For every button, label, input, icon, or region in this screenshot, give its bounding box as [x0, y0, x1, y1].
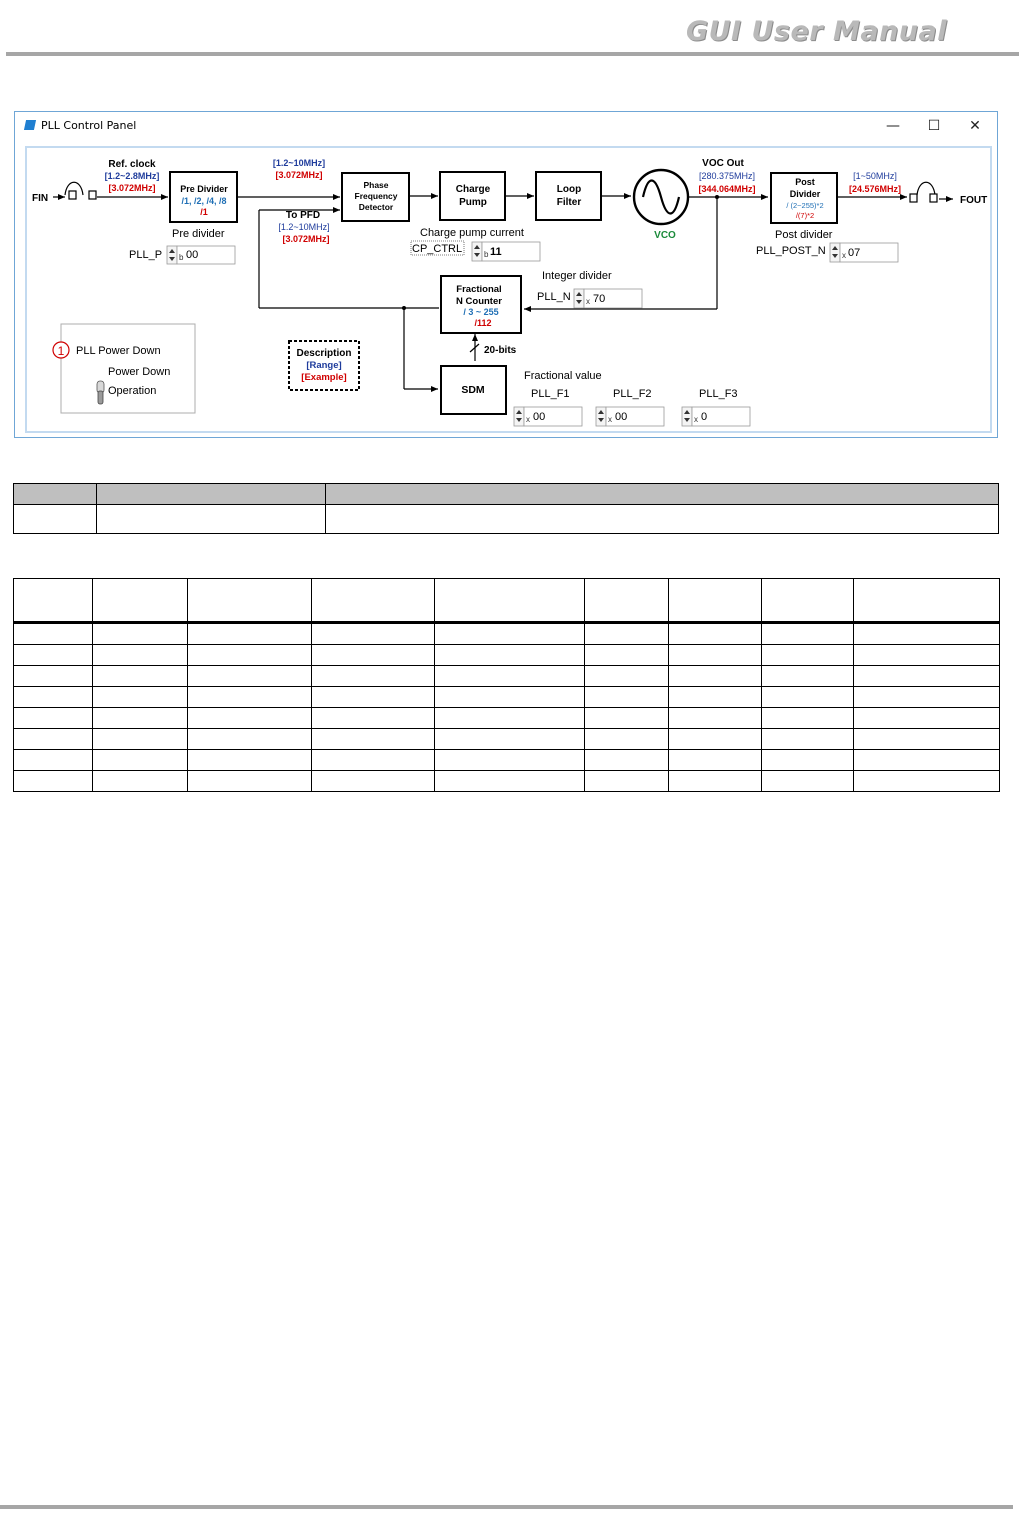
fout-connector-icon [917, 182, 935, 195]
cp-ctrl-value: 11 [490, 246, 502, 258]
fout-label: FOUT [960, 195, 988, 206]
frac-range: / 3 ~ 255 [463, 307, 499, 317]
pll-f2-spinner[interactable] [596, 407, 606, 426]
pfd-line1: Phase [363, 180, 389, 190]
pll-block-panel [25, 146, 992, 433]
power-down-option[interactable]: Power Down [108, 366, 171, 378]
manual-title: GUI User Manual [685, 16, 947, 47]
vco-out-title: VOC Out [702, 158, 744, 169]
cp-line2: Pump [459, 197, 487, 208]
pll-f3-label: PLL_F3 [699, 388, 738, 400]
pfd-line3: Detector [358, 202, 394, 212]
footer-rule [0, 1505, 1013, 1509]
fout-example: [24.576MHz] [848, 184, 902, 194]
pre-divider-example: /1 [200, 207, 208, 217]
callout-number: 1 [57, 344, 65, 358]
postdiv-line2: Divider [789, 189, 821, 199]
pll-post-n-prefix: x [842, 251, 846, 260]
pll-f3-spinner[interactable] [682, 407, 692, 426]
pre-out-range: [1.2~10MHz] [272, 158, 326, 168]
description-table [13, 483, 999, 534]
charge-pump-caption: Charge pump current [420, 227, 524, 239]
pll-f2-value: 00 [615, 411, 628, 423]
frac-example: /112 [474, 318, 492, 328]
table-header-row [14, 579, 1000, 623]
table-row [14, 623, 1000, 645]
to-pfd-title: To PFD [285, 210, 321, 221]
pll-p-prefix: b [179, 253, 184, 262]
pre-divider-range: /1, /2, /4, /8 [181, 196, 227, 206]
table-row [14, 687, 1000, 708]
cp-ctrl-spinner[interactable] [472, 242, 482, 261]
vco-label: VCO [654, 230, 676, 241]
legend-range: [Range] [306, 360, 342, 371]
pll-post-n-value: 07 [848, 247, 861, 259]
pll-f1-prefix: x [526, 415, 530, 424]
app-icon [24, 120, 36, 130]
fractional-caption: Fractional value [524, 370, 602, 382]
fin-label: FIN [32, 193, 49, 204]
sdm-label: SDM [461, 384, 485, 396]
window-title: PLL Control Panel [41, 119, 137, 132]
pll-control-window [14, 111, 998, 438]
postdiv-range: / (2~255)*2 [786, 201, 824, 210]
fin-plug-right-icon [89, 191, 96, 199]
table-row [14, 750, 1000, 771]
frac-line1: Fractional [456, 284, 502, 295]
legend-example: [Example] [301, 372, 347, 383]
pll-n-spinner[interactable] [574, 289, 584, 308]
vco-out-range: [280.375MHz] [698, 171, 756, 181]
pll-f3-value: 0 [701, 411, 708, 423]
pll-p-label: PLL_P [129, 249, 163, 261]
bits-label: 20-bits [484, 345, 517, 356]
power-toggle-switch[interactable] [97, 381, 104, 404]
lf-line2: Filter [556, 197, 582, 208]
pll-n-prefix: x [586, 297, 590, 306]
table-row [14, 505, 999, 534]
cp-line1: Charge [455, 184, 491, 195]
pll-block-diagram [27, 148, 990, 431]
pll-f3-prefix: x [694, 415, 698, 424]
pre-divider-title: Pre Divider [180, 184, 228, 194]
frac-line2: N Counter [456, 296, 502, 307]
pll-post-n-label: PLL_POST_N [756, 245, 826, 257]
table-row [14, 771, 1000, 792]
pll-n-label: PLL_N [537, 291, 571, 303]
loop-filter-block [536, 172, 601, 220]
window-titlebar [15, 112, 997, 140]
maximize-button[interactable]: ☐ [927, 118, 941, 134]
table-row [14, 645, 1000, 666]
table-row [14, 708, 1000, 729]
pll-f1-value: 00 [533, 411, 546, 423]
fout-plug-left-icon [910, 194, 917, 202]
charge-pump-block [440, 172, 505, 220]
ref-clock-range: [1.2~2.8MHz] [104, 171, 160, 181]
fout-range: [1~50MHz] [853, 171, 897, 181]
pfd-line2: Frequency [354, 191, 398, 201]
pll-f1-label: PLL_F1 [531, 388, 570, 400]
operation-option[interactable]: Operation [108, 385, 157, 397]
postdiv-line1: Post [795, 177, 815, 187]
register-table [13, 578, 1000, 792]
power-group-label: PLL Power Down [76, 345, 161, 357]
cp-ctrl-label: CP_CTRL [412, 243, 463, 255]
pll-n-value: 70 [593, 293, 606, 305]
ref-clock-title: Ref. clock [108, 159, 156, 170]
pll-f2-label: PLL_F2 [613, 388, 652, 400]
vco-out-example: [344.064MHz] [698, 184, 756, 194]
lf-line1: Loop [556, 184, 582, 195]
table-row [14, 729, 1000, 750]
table-header-row [14, 484, 999, 505]
minimize-button[interactable]: — [886, 118, 900, 134]
table-row [14, 666, 1000, 687]
ref-clock-example: [3.072MHz] [108, 183, 156, 193]
post-divider-caption: Post divider [775, 229, 833, 241]
pll-f2-prefix: x [608, 415, 612, 424]
pll-p-spinner[interactable] [167, 246, 177, 264]
fout-plug-right-icon [930, 194, 937, 202]
integer-divider-caption: Integer divider [542, 270, 612, 282]
legend-title: Description [296, 348, 352, 359]
pll-f1-spinner[interactable] [514, 407, 524, 426]
pre-out-example: [3.072MHz] [275, 170, 323, 180]
to-pfd-range: [1.2~10MHz] [278, 222, 330, 232]
pll-post-n-spinner[interactable] [830, 243, 840, 262]
cp-ctrl-prefix: b [484, 250, 489, 259]
fin-plug-left-icon [69, 191, 76, 199]
pll-p-value: 00 [186, 249, 199, 261]
close-button[interactable]: ✕ [969, 118, 981, 134]
pre-divider-caption: Pre divider [172, 228, 225, 240]
header-rule [6, 52, 1019, 56]
to-pfd-example: [3.072MHz] [282, 234, 330, 244]
postdiv-example: /(7)*2 [795, 211, 815, 220]
